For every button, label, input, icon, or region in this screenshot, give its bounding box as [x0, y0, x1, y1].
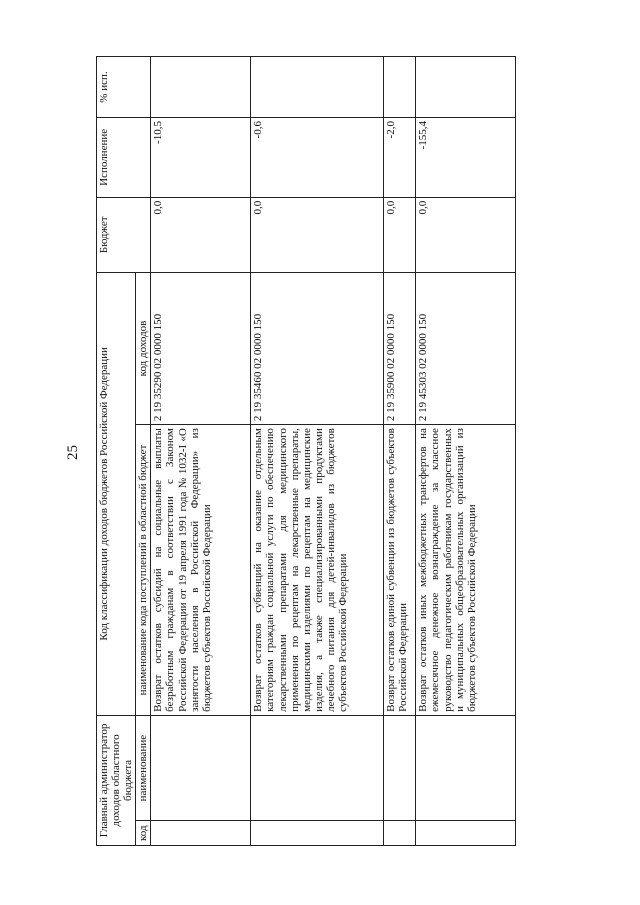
admin-name-cell	[416, 715, 516, 821]
header-budget: Бюджет	[97, 197, 151, 272]
revenue-name-cell: Возврат остатков иных межбюджетных трансфертов на ежемесячное денежное вознаграждение за классное руководство педагогическим работникам государственных и муниципальных общеобразовательных организаций из бюджетов субъектов Российской Федерации	[416, 425, 516, 716]
admin-code-cell	[384, 821, 416, 846]
percent-cell	[416, 57, 516, 118]
revenue-name-cell: Возврат остатков субвенций на оказание отдельным категориям граждан социальной услуги по обеспечению лекарственными препаратами для медицинского применения по рецептам на лекарственные препараты, медицинскими изделиями по рецептам на медицинские изделия, а также специализированными продуктами лечебного питания для детей-инвалидов из бюджетов субъектов Российской Федерации	[251, 425, 384, 716]
revenue-code-cell: 2 19 35290 02 0000 150	[151, 272, 251, 424]
table-row	[384, 57, 416, 846]
execution-cell: -10,5	[151, 118, 251, 198]
header-admin-group: Главный администратор доходов областного бюджета	[97, 715, 136, 845]
admin-code-cell	[416, 821, 516, 846]
revenue-table	[96, 56, 516, 846]
page-number: 25	[65, 445, 81, 460]
revenue-code-cell: 2 19 45303 02 0000 150	[416, 272, 516, 424]
budget-cell: 0,0	[384, 197, 416, 272]
admin-name-cell	[151, 715, 251, 821]
rotated-table-container	[96, 56, 610, 846]
revenue-name-cell: Возврат остатков единой субвенции из бюджетов субъектов Российской Федерации	[384, 425, 416, 716]
header-revenue-name: наименование кода поступлений в областной бюджет	[136, 425, 151, 716]
revenue-code-cell: 2 19 35900 02 0000 150	[384, 272, 416, 424]
budget-cell: 0,0	[416, 197, 516, 272]
percent-cell	[251, 57, 384, 118]
execution-cell: -0,6	[251, 118, 384, 198]
header-execution: Исполнение	[97, 118, 151, 198]
revenue-code-cell: 2 19 35460 02 0000 150	[251, 272, 384, 424]
admin-code-cell	[151, 821, 251, 846]
admin-code-cell	[251, 821, 384, 846]
header-code: код	[136, 821, 151, 846]
header-revenue-code: код доходов	[136, 272, 151, 424]
budget-cell: 0,0	[151, 197, 251, 272]
execution-cell: -2,0	[384, 118, 416, 198]
admin-name-cell	[384, 715, 416, 821]
admin-name-cell	[251, 715, 384, 821]
budget-cell: 0,0	[251, 197, 384, 272]
percent-cell	[384, 57, 416, 118]
table-row	[151, 57, 251, 846]
header-classification-group: Код классификации доходов бюджетов Российской Федерации	[97, 272, 136, 715]
header-row-top	[97, 57, 136, 846]
header-name: наименование	[136, 715, 151, 821]
table-row	[416, 57, 516, 846]
revenue-name-cell: Возврат остатков субсидий на социальные выплаты безработным гражданам в соответствии с Законом Российской Федерации от 19 апреля 1991 года № 1032-I «О занятости населения в Российской Федерации» из бюджетов субъектов Российской Федерации	[151, 425, 251, 716]
execution-cell: -155,4	[416, 118, 516, 198]
percent-cell	[151, 57, 251, 118]
table-row	[251, 57, 384, 846]
header-percent: % исп.	[97, 57, 151, 118]
